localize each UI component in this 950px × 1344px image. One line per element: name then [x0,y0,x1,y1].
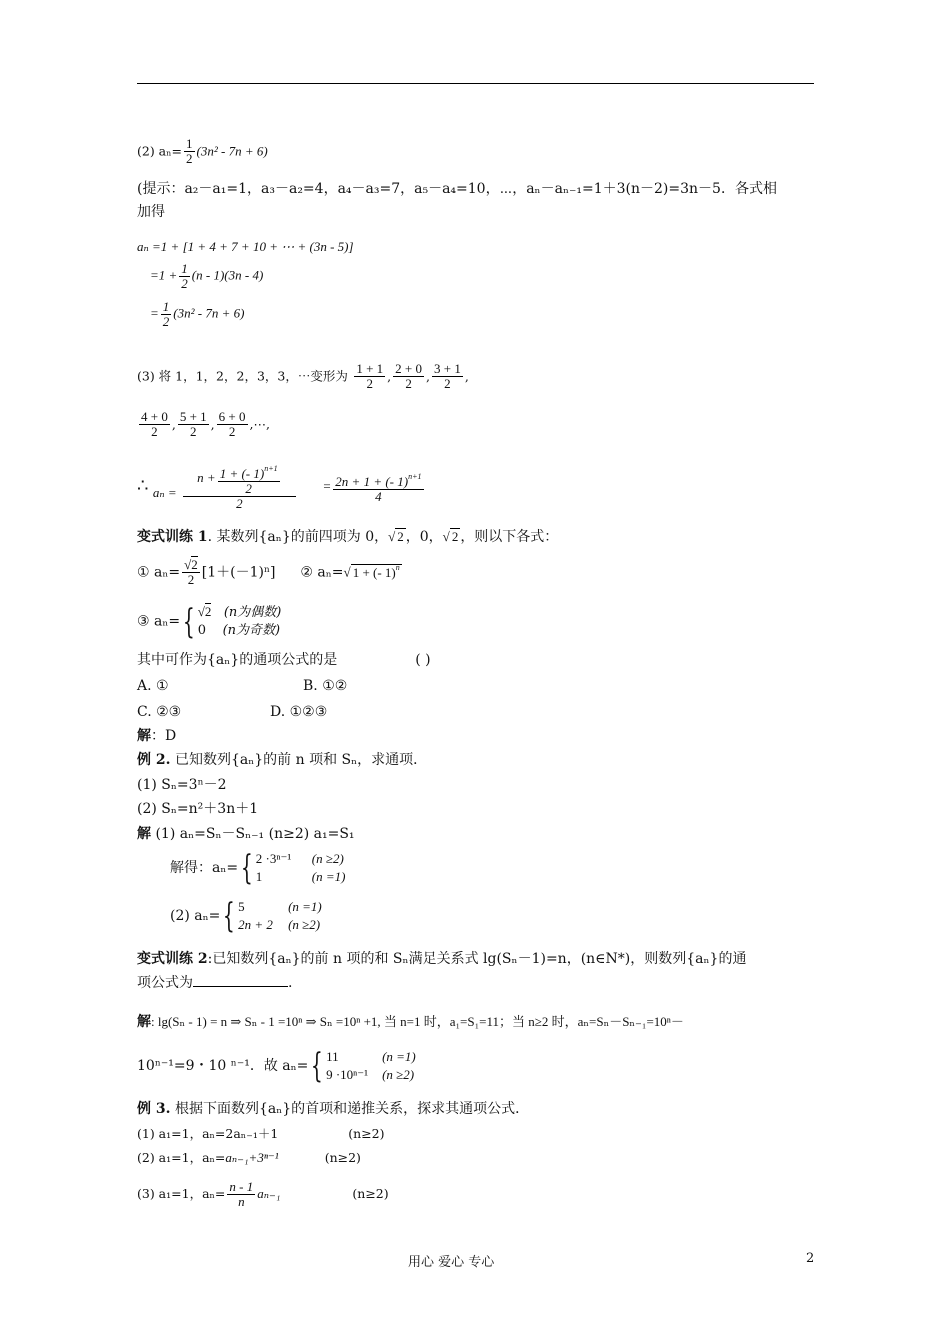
solution2-case1: 解得：aₙ={ 2 ·3ⁿ⁻¹ (n ≥2) 1 (n =1) [170,848,346,888]
example3-statement: 例 3. 根据下面数列{aₙ}的首项和递推关系，探求其通项公式． [137,1101,530,1117]
example2-q2: (2) Sₙ=n²＋3n＋1 [137,801,259,817]
choice-b: B. ①② [303,678,348,694]
solution2-line: 解 (1) aₙ=Sₙ－Sₙ₋₁ (n≥2) a₁=S₁ [137,826,355,842]
choice-a: A. ① [137,678,169,694]
fraction: $\frac{4 + 0}{2}$ [141,409,168,439]
exercise1-option-3: ③ aₙ={ √2 (n为偶数) 0 (n为奇数) [137,601,282,642]
solution2-case2: (2) aₙ={ 5 (n =1) 2n + 2 (n ≥2) [170,896,322,936]
fraction: $\frac{6 + 0}{2}$ [218,409,246,439]
fraction: $\frac{1 + 1}{2}$ [356,361,384,391]
exercise1-statement: 变式训练 1. 某数列{aₙ}的前四项为 0，√ 2 ，0，√ 2 ，则以下各式： [137,529,559,545]
part2-formula: (2) aₙ= $\frac{1}{2}$ (3n² - 7n + 6) [137,136,268,166]
part3-text: (3) 将 1，1，2，2，3，3，⋯变形为 $\frac{1 + 1}{2}$ , $\frac{2 + 0}{2}$ , $\frac{3 + 1}{2}$ , [137,361,469,391]
solution1: 解：D [137,728,177,744]
derivation-line-1: aₙ =1 + [1 + 4 + 7 + 10 + ⋯ + (3n - 5)] [137,239,354,254]
answer-blank[interactable] [193,974,288,987]
example2-q1: (1) Sₙ=3ⁿ－2 [137,777,227,793]
example3-q1: (1) a₁=1，aₙ=2aₙ₋₁＋1 (n≥2) [137,1126,385,1141]
example2-statement: 例 2. 已知数列{aₙ}的前 n 项和 Sₙ，求通项． [137,752,428,768]
choice-d: D. ①②③ [270,704,328,720]
footer-motto: 用心 爱心 专心 [408,1255,495,1270]
example3-q3: (3) a₁=1，aₙ= $\frac{n - 1}{n}$ aₙ₋₁ (n≥2) [137,1179,389,1209]
fraction: $\frac{3 + 1}{2}$ [433,361,461,391]
sqrt2-symbol: √ 2 [442,529,459,544]
solution3-line-1: 解: lg(Sₙ - 1) = n ⇒ Sₙ - 1 =10ⁿ ⇒ Sₙ =10ⁿ +1, 当 n=1 时，a₁=S₁=11；当 n≥2 时，aₙ=Sₙ－Sₙ₋₁=10ⁿ－ [137,1014,684,1030]
fraction: $\frac{5 + 1}{2}$ [179,409,207,439]
example3-q2: (2) a₁=1，aₙ=aₙ₋₁+3ⁿ⁻¹ (n≥2) [137,1150,361,1165]
part3-fracs-line2: $\frac{4 + 0}{2}$ , $\frac{5 + 1}{2}$ , $\frac{6 + 0}{2}$ ,⋯, [141,409,270,439]
therefore-formula: ∴ aₙ = n + $\frac{1 + (- 1)^{n+1}}{2}$ 2 = $\frac{2n + 1 + (- 1)^{n+1}}{4}$ [137,464,422,511]
hint-line-1: (提示：a₂－a₁=1，a₃－a₂=4，a₄－a₃=7，a₅－a₄=10，⋯，aₙ－aₙ₋₁=1＋3(n－2)=3n－5．各式相 [137,181,777,197]
page-number: 2 [806,1251,815,1266]
hint-line-2: 加得 [137,204,165,220]
choice-c: C. ②③ [137,704,182,720]
sqrt2-symbol: √ 2 [388,529,404,544]
derivation-line-3: = $\frac{1}{2}$ (3n² - 7n + 6) [150,299,245,329]
derivation-line-2: =1 + $\frac{1}{2}$ (n - 1)(3n - 4) [150,261,264,291]
header-rule [137,83,814,84]
exercise1-question: 其中可作为{aₙ}的通项公式的是 ( ) [137,652,431,668]
solution3-line-2: 10ⁿ⁻¹=9・10 ⁿ⁻¹．故 aₙ={ 11 (n =1) 9 ·10ⁿ⁻¹ (n ≥2) [137,1046,416,1086]
exercise1-options-1-2: ① aₙ= $\frac{√2}{2}$ [1＋(－1)ⁿ] ② aₙ=√ 1 + (- 1)$^n$ [137,557,400,587]
fraction: $\frac{2 + 0}{2}$ [395,361,422,391]
exercise2-statement-2: 项公式为 . [137,975,293,991]
exercise2-statement: 变式训练 2:已知数列{aₙ}的前 n 项的和 Sₙ满足关系式 lg(Sₙ－1)=n，(n∈N*)，则数列{aₙ}的通 [137,951,747,967]
